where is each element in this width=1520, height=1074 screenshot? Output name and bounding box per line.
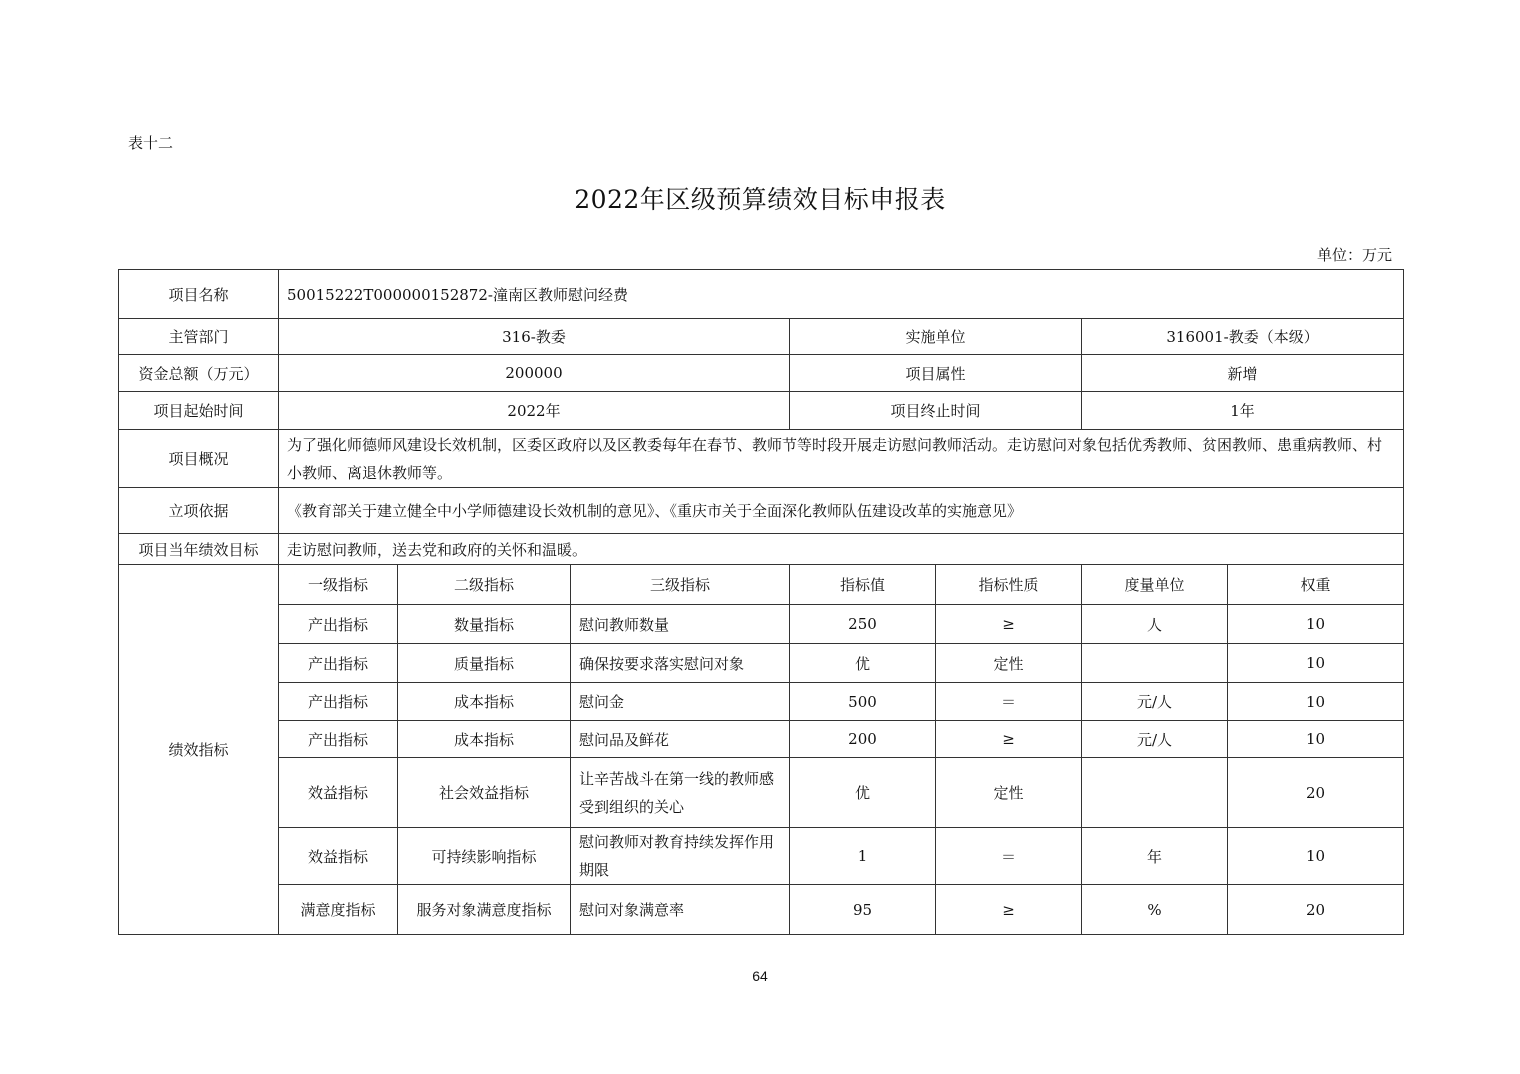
project-attr-label: 项目属性 [790, 355, 1082, 392]
cell-level2: 社会效益指标 [398, 758, 571, 828]
cell-nature: ＝ [936, 828, 1082, 885]
cell-unit [1082, 644, 1228, 683]
fund-total-label: 资金总额（万元） [119, 355, 279, 392]
cell-level1: 效益指标 [279, 758, 398, 828]
dept-label: 主管部门 [119, 319, 279, 355]
cell-level2: 服务对象满意度指标 [398, 885, 571, 935]
goal-value: 走访慰问教师，送去党和政府的关怀和温暖。 [279, 534, 1404, 565]
header-level1: 一级指标 [279, 565, 398, 605]
budget-performance-table [118, 269, 1404, 935]
cell-unit: 元/人 [1082, 683, 1228, 721]
cell-weight: 20 [1228, 885, 1404, 935]
overview-label: 项目概况 [119, 430, 279, 488]
page-title: 2022年区级预算绩效目标申报表 [574, 185, 946, 214]
cell-level3: 慰问品及鲜花 [571, 721, 790, 758]
impl-unit-value: 316001-教委（本级） [1082, 319, 1404, 355]
cell-level3: 确保按要求落实慰问对象 [571, 644, 790, 683]
cell-value: 500 [790, 683, 936, 721]
end-time-label: 项目终止时间 [790, 392, 1082, 430]
cell-nature: ≥ [936, 885, 1082, 935]
cell-nature: ≥ [936, 721, 1082, 758]
table-row [119, 758, 1404, 828]
fund-total-value: 200000 [279, 355, 790, 392]
table-row [119, 885, 1404, 935]
cell-level2: 数量指标 [398, 605, 571, 644]
table-row [119, 721, 1404, 758]
cell-weight: 10 [1228, 683, 1404, 721]
end-time-value: 1年 [1082, 392, 1404, 430]
project-name-value: 50015222T000000152872-潼南区教师慰问经费 [279, 270, 1404, 319]
unit-label: 单位：万元 [1316, 246, 1392, 264]
cell-level2: 可持续影响指标 [398, 828, 571, 885]
table-row [119, 644, 1404, 683]
cell-level1: 产出指标 [279, 683, 398, 721]
cell-weight: 10 [1228, 828, 1404, 885]
cell-nature: 定性 [936, 644, 1082, 683]
basis-label: 立项依据 [119, 488, 279, 534]
cell-unit: 人 [1082, 605, 1228, 644]
start-time-value: 2022年 [279, 392, 790, 430]
cell-weight: 10 [1228, 644, 1404, 683]
header-level2: 二级指标 [398, 565, 571, 605]
header-value: 指标值 [790, 565, 936, 605]
cell-unit: 元/人 [1082, 721, 1228, 758]
header-unit: 度量单位 [1082, 565, 1228, 605]
header-level3: 三级指标 [571, 565, 790, 605]
basis-value: 《教育部关于建立健全中小学师德建设长效机制的意见》、《重庆市关于全面深化教师队伍建设改革的实施意见》 [279, 488, 1404, 534]
cell-unit [1082, 758, 1228, 828]
cell-value: 250 [790, 605, 936, 644]
header-nature: 指标性质 [936, 565, 1082, 605]
impl-unit-label: 实施单位 [790, 319, 1082, 355]
cell-level1: 产出指标 [279, 721, 398, 758]
cell-weight: 10 [1228, 721, 1404, 758]
table-row [119, 683, 1404, 721]
cell-level3: 慰问教师数量 [571, 605, 790, 644]
cell-level2: 成本指标 [398, 721, 571, 758]
overview-value: 为了强化师德师风建设长效机制，区委区政府以及区教委每年在春节、教师节等时段开展走访慰问教师活动。走访慰问对象包括优秀教师、贫困教师、患重病教师、村小教师、离退休教师等。 [279, 430, 1404, 488]
cell-level1: 产出指标 [279, 605, 398, 644]
cell-value: 优 [790, 758, 936, 828]
cell-value: 95 [790, 885, 936, 935]
table-row [119, 828, 1404, 885]
cell-nature: 定性 [936, 758, 1082, 828]
cell-level1: 效益指标 [279, 828, 398, 885]
cell-level1: 满意度指标 [279, 885, 398, 935]
cell-unit: 年 [1082, 828, 1228, 885]
cell-level3: 慰问对象满意率 [571, 885, 790, 935]
cell-level2: 成本指标 [398, 683, 571, 721]
table-row [119, 605, 1404, 644]
cell-level2: 质量指标 [398, 644, 571, 683]
cell-value: 优 [790, 644, 936, 683]
project-attr-value: 新增 [1082, 355, 1404, 392]
cell-weight: 20 [1228, 758, 1404, 828]
dept-value: 316-教委 [279, 319, 790, 355]
cell-level3: 慰问教师对教育持续发挥作用期限 [571, 828, 790, 885]
cell-nature: ≥ [936, 605, 1082, 644]
cell-nature: ＝ [936, 683, 1082, 721]
page-number: 64 [752, 968, 768, 984]
cell-weight: 10 [1228, 605, 1404, 644]
start-time-label: 项目起始时间 [119, 392, 279, 430]
table-number: 表十二 [128, 134, 174, 152]
cell-value: 200 [790, 721, 936, 758]
goal-label: 项目当年绩效目标 [119, 534, 279, 565]
cell-level1: 产出指标 [279, 644, 398, 683]
header-weight: 权重 [1228, 565, 1404, 605]
project-name-label: 项目名称 [119, 270, 279, 319]
indicators-section-label: 绩效指标 [119, 565, 279, 935]
cell-level3: 慰问金 [571, 683, 790, 721]
cell-unit: % [1082, 885, 1228, 935]
cell-value: 1 [790, 828, 936, 885]
cell-level3: 让辛苦战斗在第一线的教师感受到组织的关心 [571, 758, 790, 828]
